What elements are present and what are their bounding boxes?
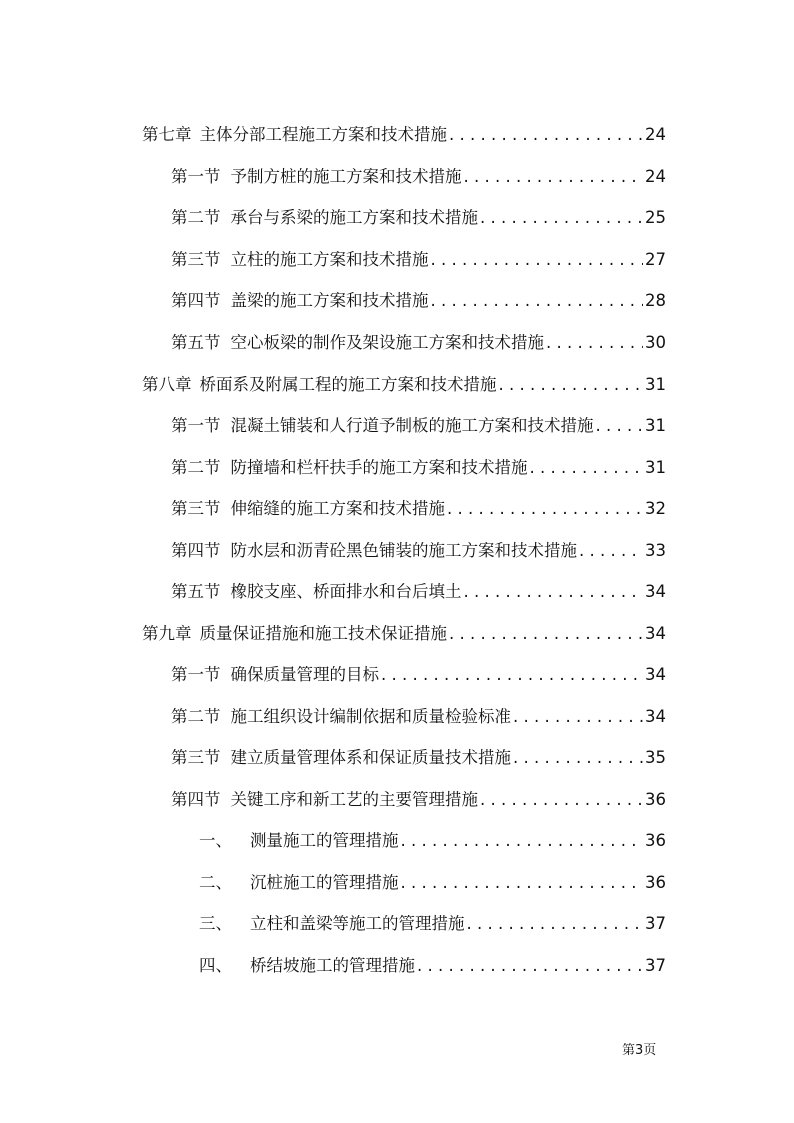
entry-title: 桥面系及附属工程的施工方案和技术措施	[199, 375, 497, 394]
dot-leader	[464, 581, 644, 603]
entry-page-number: 31	[645, 416, 666, 435]
entry-number: 第一节	[171, 416, 221, 435]
toc-entry-section[interactable]	[171, 249, 666, 271]
toc-entry-chapter[interactable]	[142, 124, 666, 146]
entry-number: 第三节	[171, 250, 221, 269]
entry-page-number: 33	[645, 541, 666, 560]
entry-title: 桥结坡施工的管理措施	[250, 956, 415, 975]
dot-leader	[546, 332, 643, 354]
dot-leader	[579, 540, 643, 562]
entry-title: 立柱和盖梁等施工的管理措施	[250, 914, 465, 933]
entry-page-number: 34	[645, 707, 666, 726]
entry-page-number: 36	[645, 790, 666, 809]
entry-number: 第五节	[171, 582, 221, 601]
toc-entry-section[interactable]	[171, 540, 666, 562]
entry-title: 盖梁的施工方案和技术措施	[230, 291, 429, 310]
entry-title: 伸缩缝的施工方案和技术措施	[230, 499, 445, 518]
dot-leader	[499, 374, 644, 396]
entry-number: 第四节	[171, 790, 221, 809]
entry-page-number: 35	[645, 748, 666, 767]
toc-entry-section[interactable]	[171, 706, 666, 728]
toc-entry-section[interactable]	[171, 747, 666, 769]
entry-title: 防撞墙和栏杆扶手的施工方案和技术措施	[230, 458, 528, 477]
toc-entry-section[interactable]	[171, 581, 666, 603]
entry-number: 二、	[199, 873, 232, 892]
dot-leader	[417, 955, 643, 977]
entry-number: 一、	[199, 831, 232, 850]
toc-entry-section[interactable]	[171, 789, 666, 811]
entry-title: 关键工序和新工艺的主要管理措施	[230, 790, 478, 809]
entry-number: 第四节	[171, 291, 221, 310]
entry-title: 予制方桩的施工方案和技术措施	[230, 167, 462, 186]
entry-page-number: 34	[645, 582, 666, 601]
toc-entry-section[interactable]	[171, 415, 666, 437]
entry-page-number: 28	[645, 291, 666, 310]
toc-entry-section[interactable]	[171, 290, 666, 312]
entry-title: 建立质量管理体系和保证质量技术措施	[230, 748, 511, 767]
entry-title: 立柱的施工方案和技术措施	[230, 250, 429, 269]
entry-page-number: 31	[645, 458, 666, 477]
entry-title: 橡胶支座、桥面排水和台后填土	[230, 582, 462, 601]
entry-number: 第二节	[171, 707, 221, 726]
entry-page-number: 36	[645, 873, 666, 892]
entry-page-number: 32	[645, 499, 666, 518]
dot-leader	[401, 830, 644, 852]
toc-entry-section[interactable]	[171, 166, 666, 188]
dot-leader	[480, 207, 643, 229]
toc-entry-section[interactable]	[171, 457, 666, 479]
dot-leader	[530, 457, 644, 479]
entry-page-number: 24	[645, 167, 666, 186]
toc-entry-section[interactable]	[171, 207, 666, 229]
dot-leader	[480, 789, 643, 811]
entry-page-number: 24	[645, 125, 666, 144]
toc-entry-item[interactable]	[199, 955, 666, 977]
entry-title: 空心板梁的制作及架设施工方案和技术措施	[230, 333, 544, 352]
entry-title: 确保质量管理的目标	[230, 665, 379, 684]
entry-number: 第三节	[171, 748, 221, 767]
entry-page-number: 37	[645, 956, 666, 975]
entry-page-number: 31	[645, 375, 666, 394]
toc-entry-section[interactable]	[171, 332, 666, 354]
entry-page-number: 27	[645, 250, 666, 269]
entry-number: 第九章	[142, 624, 192, 643]
toc-entry-section[interactable]	[171, 498, 666, 520]
entry-number: 三、	[199, 914, 232, 933]
entry-page-number: 36	[645, 831, 666, 850]
entry-number: 第一节	[171, 665, 221, 684]
entry-page-number: 34	[645, 624, 666, 643]
dot-leader	[431, 290, 644, 312]
entry-title: 主体分部工程施工方案和技术措施	[199, 125, 447, 144]
toc-entry-item[interactable]	[199, 913, 666, 935]
page-number-footer: 第3页	[622, 1043, 657, 1058]
entry-number: 第四节	[171, 541, 221, 560]
dot-leader	[464, 166, 644, 188]
dot-leader	[449, 623, 643, 645]
toc-entry-item[interactable]	[199, 872, 666, 894]
toc-entry-item[interactable]	[199, 830, 666, 852]
entry-number: 四、	[199, 956, 232, 975]
dot-leader	[513, 706, 643, 728]
dot-leader	[467, 913, 644, 935]
dot-leader	[401, 872, 644, 894]
entry-number: 第七章	[142, 125, 192, 144]
entry-title: 测量施工的管理措施	[250, 831, 399, 850]
dot-leader	[447, 498, 643, 520]
entry-page-number: 37	[645, 914, 666, 933]
entry-number: 第二节	[171, 208, 221, 227]
dot-leader	[431, 249, 644, 271]
entry-number: 第五节	[171, 333, 221, 352]
toc-entry-chapter[interactable]	[142, 623, 666, 645]
dot-leader	[449, 124, 643, 146]
dot-leader	[596, 415, 644, 437]
dot-leader	[513, 747, 643, 769]
entry-number: 第三节	[171, 499, 221, 518]
entry-page-number: 34	[645, 665, 666, 684]
entry-number: 第一节	[171, 167, 221, 186]
entry-page-number: 25	[645, 208, 666, 227]
entry-number: 第二节	[171, 458, 221, 477]
entry-title: 施工组织设计编制依据和质量检验标准	[230, 707, 511, 726]
entry-title: 沉桩施工的管理措施	[250, 873, 399, 892]
entry-title: 防水层和沥青砼黑色铺装的施工方案和技术措施	[230, 541, 577, 560]
toc-entry-chapter[interactable]	[142, 374, 666, 396]
entry-title: 质量保证措施和施工技术保证措施	[199, 624, 447, 643]
toc-entry-section[interactable]	[171, 664, 666, 686]
entry-page-number: 30	[645, 333, 666, 352]
entry-number: 第八章	[142, 375, 192, 394]
entry-title: 混凝土铺装和人行道予制板的施工方案和技术措施	[230, 416, 594, 435]
dot-leader	[381, 664, 643, 686]
entry-title: 承台与系梁的施工方案和技术措施	[230, 208, 478, 227]
